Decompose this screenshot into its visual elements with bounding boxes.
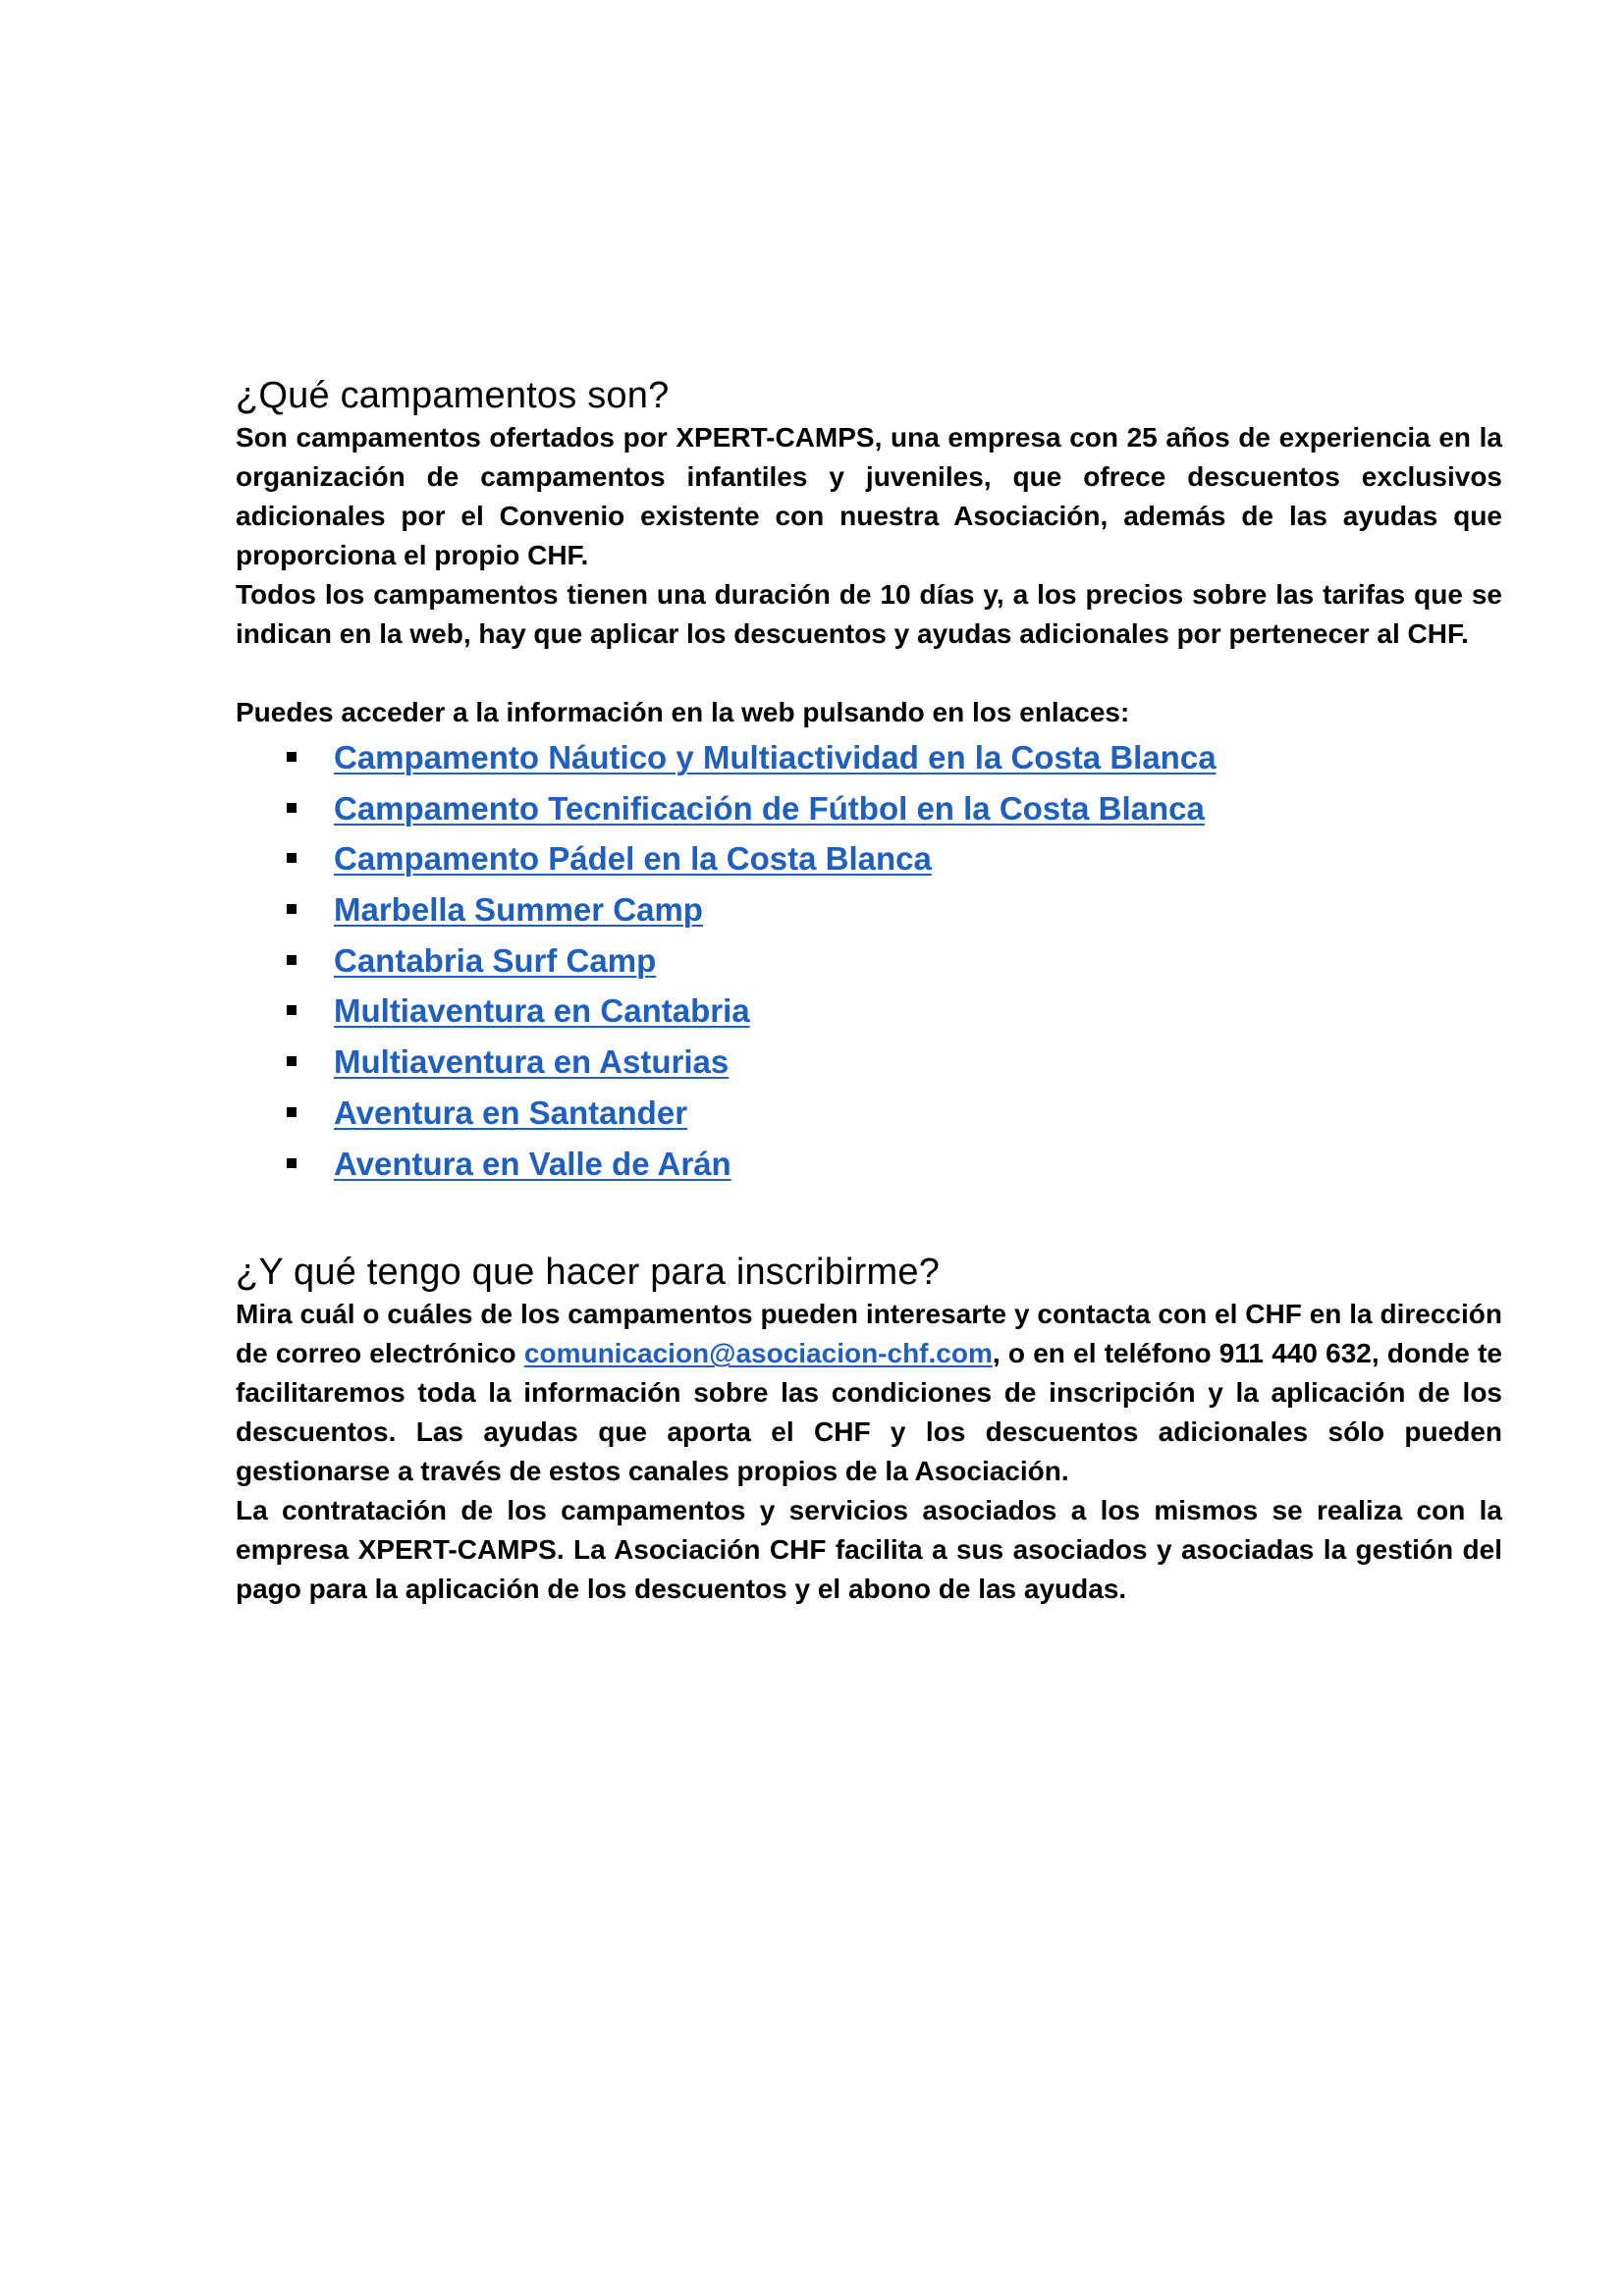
square-bullet-icon <box>287 803 297 813</box>
square-bullet-icon <box>287 1005 297 1015</box>
document-page <box>236 373 1502 1609</box>
contract-paragraph: La contratación de los campamentos y servicios asociados a los mismos se realiza con la empresa XPERT-CAMPS. La Asociación CHF facilita a sus asociados y asociadas la gestión del pago para la aplicación de los descuentos y el abono de las ayudas. <box>236 1495 1502 1605</box>
contact-paragraph <box>236 1295 1502 1491</box>
duration-paragraph: Todos los campamentos tienen una duración de 10 días y, a los precios sobre las tarifas que se indican en la web, hay que aplicar los descuentos y ayudas adicionales por pertenecer al CHF. <box>236 579 1502 649</box>
intro-paragraph: Son campamentos ofertados por XPERT-CAMPS, una empresa con 25 años de experiencia en la organización de campamentos infantiles y juveniles, que ofrece descuentos exclusivos adicionales por el Convenio existente con nuestra Asociación, además de las ayudas que proporciona el propio CHF. <box>236 422 1502 570</box>
section-heading-campamentos: ¿Qué campamentos son? <box>236 375 670 416</box>
square-bullet-icon <box>287 955 297 965</box>
list-item <box>287 833 1502 884</box>
list-item <box>287 986 1502 1037</box>
camp-link-multiaventura-asturias[interactable]: Multiaventura en Asturias <box>334 1043 730 1081</box>
list-item <box>287 884 1502 935</box>
links-intro: Puedes acceder a la información en la web pulsando en los enlaces: <box>236 697 1130 727</box>
square-bullet-icon <box>287 1056 297 1066</box>
camp-link-marbella[interactable]: Marbella Summer Camp <box>334 891 703 929</box>
camp-links-list <box>236 732 1502 1189</box>
camp-link-cantabria-surf[interactable]: Cantabria Surf Camp <box>334 941 657 979</box>
square-bullet-icon <box>287 904 297 914</box>
email-link[interactable]: comunicacion@asociacion-chf.com <box>523 1338 993 1369</box>
spacer <box>236 654 1502 693</box>
list-item <box>287 732 1502 783</box>
camp-link-multiaventura-cantabria[interactable]: Multiaventura en Cantabria <box>334 992 750 1030</box>
camp-link-valle-aran[interactable]: Aventura en Valle de Arán <box>334 1145 731 1182</box>
camp-link-nautico[interactable]: Campamento Náutico y Multiactividad en la Costa Blanca <box>334 739 1217 775</box>
list-item <box>287 935 1502 987</box>
contact-text-before: Mira cuál o cuáles de los campamentos pueden interesarte y contacta con el CHF en la dirección de correo electrónico <box>236 1299 1502 1369</box>
section-heading-inscripcion: ¿Y qué tengo que hacer para inscribirme? <box>236 1252 941 1294</box>
list-item <box>287 1139 1502 1190</box>
square-bullet-icon <box>287 1107 297 1117</box>
contact-text-after: , o en el teléfono 911 440 632, donde te facilitaremos toda la información sobre las condiciones de inscripción y la aplicación de los descuentos. Las ayudas que aporta el CHF y los descuentos adicionales sólo pueden gestionarse a través de estos canales propios de la Asociación. <box>236 1338 1502 1487</box>
camp-link-padel[interactable]: Campamento Pádel en la Costa Blanca <box>334 840 932 878</box>
camp-link-futbol[interactable]: Campamento Tecnificación de Fútbol en la Costa Blanca <box>334 789 1205 827</box>
inscription-section <box>236 1250 1502 1609</box>
list-item <box>287 1088 1502 1139</box>
list-item <box>287 1037 1502 1088</box>
square-bullet-icon <box>287 1158 297 1168</box>
square-bullet-icon <box>287 752 297 762</box>
list-item <box>287 783 1502 834</box>
camp-link-santander[interactable]: Aventura en Santander <box>334 1094 688 1131</box>
square-bullet-icon <box>287 853 297 863</box>
